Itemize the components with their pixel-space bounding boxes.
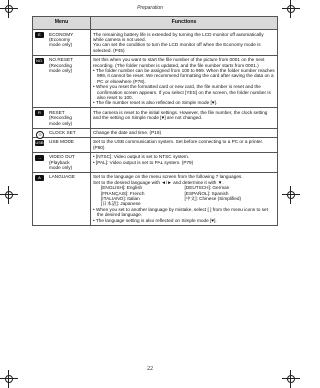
clock-icon: ⊙ <box>36 131 44 139</box>
language-option: [FRANÇAIS]: French <box>101 190 145 196</box>
registration-mark-bottom-left <box>4 374 14 384</box>
menu-cell-clock-set <box>33 128 91 137</box>
menu-column-header: Menu <box>33 17 91 30</box>
bullet-item: • When you reset the formatted card or new card, the file number is reset and the confirmation screen appears. If you select [YES] on the screen, the folder number is also reset to 100. <box>93 84 275 100</box>
menu-name-video-out: VIDEO OUT (Playback mode only) <box>49 154 75 171</box>
menu-cell-usb-mode <box>33 137 91 152</box>
menu-name-usb-mode: USB MODE <box>49 139 75 145</box>
language-list <box>93 185 275 207</box>
function-text-usb-mode: Set to the USB communication system. Set before connecting to a PC or a printer. (P80) <box>93 139 264 150</box>
file-number-reset-icon: NO. <box>35 57 44 63</box>
function-cell-language <box>91 172 278 225</box>
registration-mark-mid-right <box>286 190 296 200</box>
bullet-item: • The language setting is also reflected on Simple mode [♥]. <box>93 218 275 223</box>
menu-name-clock-set: CLOCK SET <box>49 130 76 135</box>
usb-icon: USB <box>35 139 44 145</box>
table-row-usb-mode <box>33 137 278 152</box>
function-cell-reset <box>91 108 278 128</box>
registration-mark-bottom-right <box>286 374 296 384</box>
language-option: [ESPAÑOL]: Spanish <box>184 190 229 196</box>
reset-icon: R <box>35 110 44 116</box>
menu-name-economy: ECONOMY (Economy mode only) <box>49 31 74 48</box>
table-row-language <box>33 172 278 225</box>
menu-cell-video-out <box>33 152 91 172</box>
table-row-reset <box>33 108 278 128</box>
function-text-clock-set: Change the date and time. (P19) <box>93 130 162 135</box>
bullet-item: • [NTSC]: Video output is set to NTSC system. <box>93 154 275 159</box>
function-cell-clock-set <box>91 128 278 137</box>
page-number: 22 <box>147 366 153 372</box>
page-header: Preparation <box>137 5 163 11</box>
table-header-row <box>33 17 278 30</box>
menu-cell-no-reset <box>33 55 91 108</box>
menu-cell-reset <box>33 108 91 128</box>
function-cell-no-reset <box>91 55 278 108</box>
bullet-item: • The folder number can be assigned from 100 to 999. When the folder number reaches 999, it cannot be reset. We recommend formatting the card after saving the data on a PC or elsewhere (P78). <box>93 68 275 84</box>
setup-menu-table <box>32 16 278 226</box>
function-text-economy: The remaining battery life is extended by turning the LCD monitor off automatically while camera is not used. You can set the condition to turn the LCD monitor off when the Economy mode is selected. (P45) <box>93 31 264 53</box>
language-option: [日本語]: Japanese <box>101 201 141 207</box>
registration-mark-mid-left <box>4 190 14 200</box>
video-out-icon: → <box>35 155 44 161</box>
language-option: [DEUTSCH]: German <box>184 185 230 191</box>
language-option: [中文]: Chinese (Simplified) <box>184 196 242 202</box>
language-icon: A <box>35 175 44 181</box>
menu-name-reset: RESET (Recording mode only) <box>49 109 73 126</box>
bullet-item: • [PAL]: Video output is set to PAL system. (P79) <box>93 160 275 165</box>
bullet-item: • The file number reset is also reflected on Simple mode [♥]. <box>93 100 275 105</box>
table-row-no-reset <box>33 55 278 108</box>
table-row-economy <box>33 30 278 56</box>
menu-name-no-reset: NO.RESET (Recording mode only) <box>49 57 73 73</box>
table-row-video-out <box>33 152 278 172</box>
menu-cell-economy <box>33 30 91 56</box>
function-cell-usb-mode <box>91 137 278 152</box>
function-text-no-reset: Set this when you want to start the file number of the picture from 0001 on the next recording. (The folder number is updated, and the file number starts from 0001.) <box>93 57 265 68</box>
function-cell-economy <box>91 30 278 56</box>
language-option: [ITALIANO]: Italian <box>101 196 140 202</box>
table-row-clock-set <box>33 128 278 137</box>
menu-name-language: LANGUAGE <box>49 174 76 180</box>
function-cell-video-out <box>91 152 278 172</box>
menu-cell-language <box>33 172 91 225</box>
function-text-reset: The camera is reset to the initial settings. However, the file number, the clock setting and the setting on Simple mode [♥] are not changed. <box>93 109 268 121</box>
functions-column-header: Functions <box>91 17 278 30</box>
bullet-item: • When you set to another language by mistake, select [ ] from the menu icons to set the desired language. <box>93 207 275 218</box>
language-option: [ENGLISH]: English <box>101 185 143 191</box>
economy-icon: E <box>35 32 44 38</box>
function-text-language: Set to the language on the menu screen from the following 7 languages. Set to the desired language with ◄/► and determine it with ▼. <box>93 174 243 185</box>
